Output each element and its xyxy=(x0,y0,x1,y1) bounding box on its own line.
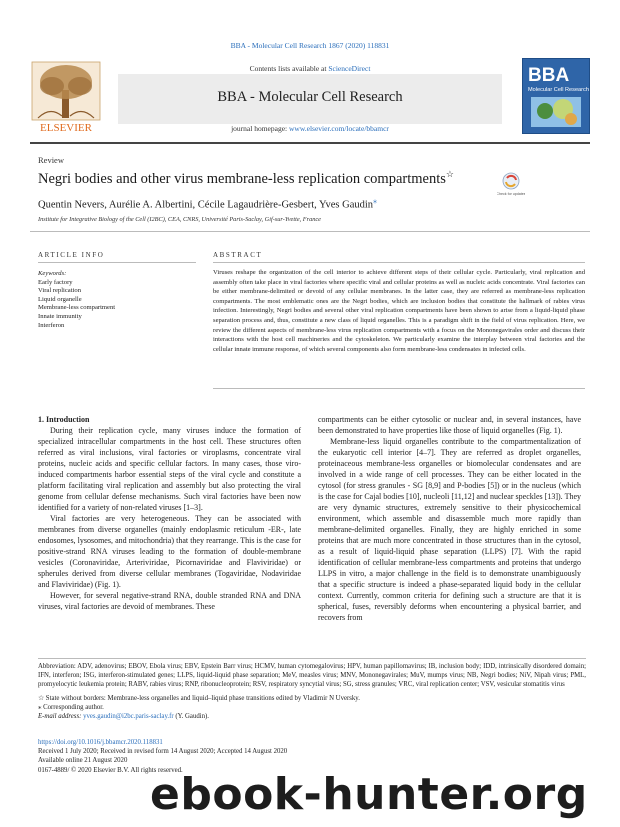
author-list: Quentin Nevers, Aurélie A. Albertini, Cécile Lagaudrière-Gesbert, Yves Gaudin⁎ xyxy=(38,196,378,211)
keyword: Viral replication xyxy=(38,287,81,295)
received-dates: Received 1 July 2020; Received in revised form 14 August 2020; Accepted 14 August 2020 xyxy=(38,748,288,756)
contents-line: Contents lists available at ScienceDirect xyxy=(249,64,371,73)
check-updates-icon xyxy=(497,171,525,201)
body-paragraph: During their replication cycle, many viruses induce the formation of specialized intracellular compartments in the host cell. These structures often referred as viral inclusions, viral factories or viroplasms, concentrate viral proteins, nucleic acids and specific cellular factors. In many cases, those viro-induced compartments harbor essential steps of the viral cycle and constitute a platform facilitating viral replication and assembly but also protecting the viral genome from cellular defense mechanisms. Such viral factories have been now identified for a variety of non-related viruses [1–3]. xyxy=(38,426,301,512)
article-info-heading: ARTICLE INFO xyxy=(38,251,105,259)
check-for-updates-badge[interactable] xyxy=(497,171,525,201)
title-footnote-mark[interactable]: ☆ xyxy=(445,169,454,179)
abstract-rule xyxy=(213,262,585,263)
abstract-bottom-rule xyxy=(213,388,585,389)
elsevier-logo xyxy=(30,60,102,134)
body-paragraph: Membrane-less liquid organelles contribute to the compartmentalization of the eukaryotic cell interior [4–7]. They are referred as droplet organelles, proteinaceous membrane-less organelles or biomolecular condensates and are involved in a wide range of cell processes. They can be either located in the cytosol (for stress granules - SG [8,9] and P-bodies [5]) or in the nucleus (which is the case for Cajal bodies [10], nucleoli [11,12] and nuclear speckles [13]). They are very dynamic structures, extremely sensitive to their physicochemical environment, which assemble and disassemble much more rapidly than membrane-delimited organelles. Finally, they are highly enriched in some proteins that are much more concentrated in those structures than in the cytosol, as a result of liquid-liquid phase separation (LLPS) [7]. With the rapid identification of cellular membrane-less compartments and proteins that undergo LLPS in vitro, a major challenge in the field is to demonstrate unambiguously that a specific structure is indeed a phase-separated liquid body in the cellular context. Currently, common criteria for defining such a structure are that it is spherical, fuses, reversibly deforms when encountering a physical barrier, and recovers from xyxy=(318,437,581,622)
header-rule xyxy=(30,142,590,144)
footnote-rule xyxy=(38,658,586,659)
doi-link[interactable]: https://doi.org/10.1016/j.bbamcr.2020.118831 xyxy=(38,739,163,746)
keyword: Liquid organelle xyxy=(38,295,82,303)
article-type: Review xyxy=(38,155,64,165)
watermark: ebook-hunter.org xyxy=(150,769,588,820)
body-column-right xyxy=(318,414,581,623)
keyword: Early factory xyxy=(38,278,73,286)
copyright: 0167-4889/ © 2020 Elsevier B.V. All rights reserved. xyxy=(38,766,183,774)
update-badge-text: Check for updates xyxy=(497,192,525,196)
sciencedirect-link[interactable]: ScienceDirect xyxy=(328,64,371,73)
abbreviation-footnote: Abbreviation: ADV, adenovirus; EBOV, Ebola virus; EBV, Epstein Barr virus; HCMV, human cytomegalovirus; HPV, human papillomavirus; IB, inclusion body; IDD, intrinsically disordered domain; IFN, interferon; ISG, interferon-stimulated genes; LLPS, liquid-liquid phase separation; MeV, measles virus; MNV, Mononegavirales; MuV, mumps virus; NB, Negri bodies; NiV, Nipah virus; PML, promyelocytic leukemia protein; RABV, rabies virus; RNP, ribonucleoprotein; RSV, respiratory syncytial virus; SG, stress granules; VRC, viral replication center; VSV, vesicular stomatitis virus xyxy=(38,663,586,689)
cover-title: BBA xyxy=(528,65,570,86)
email-footnote: E-mail address: yves.gaudin@i2bc.paris-saclay.fr (Y. Gaudin). xyxy=(38,713,209,721)
homepage-link[interactable]: www.elsevier.com/locate/bbamcr xyxy=(289,124,389,133)
abstract-text: Viruses reshape the organization of the cell interior to achieve different steps of their cellular cycle. Particularly, viral replication and assembly often take place in viral factories where specific viral and cellular proteins as well as nucleic acids concentrate. Viral factories can be either membrane-delimited or devoid of any cellular membranes. In the latter case, they are referred as membrane-less replication compartments. The most emblematic ones are the Negri bodies, which are inclusion bodies that constitute the hallmark of rabies virus infection. Interestingly, Negri bodies and several other viral replication compartments have been shown to arise from a liquid-liquid phase separation process and, thus, constitute a new class of liquid organelles. This is a paradigm shift in the field of virus replication. Here, we review the different aspects of membrane-less virus replication compartments with a focus on the Mononegavirales order and discuss their interactions with the host cell machineries and the cytoskeleton. We particularly examine the interplay between viral factories and the cellular innate immune response, of which several components also form membrane-less condensates in infected cells. xyxy=(213,269,585,353)
keyword: Innate immunity xyxy=(38,312,82,320)
affiliation: Institute for Integrative Biology of the Cell (I2BC), CEA, CNRS, Université Paris-Saclay, Gif-sur-Yvette, France xyxy=(38,216,321,223)
keyword: Interferon xyxy=(38,321,65,329)
article-info-rule xyxy=(38,262,196,263)
journal-cover xyxy=(522,58,590,134)
star-footnote: ☆ State without borders: Membrane-less organelles and liquid–liquid phase transitions edited by Vladimir N Uversky. xyxy=(38,694,360,702)
abstract-heading: ABSTRACT xyxy=(213,251,263,259)
keyword: Membrane-less compartment xyxy=(38,304,116,312)
journal-name: BBA - Molecular Cell Research xyxy=(217,89,403,105)
section-heading: 1. Introduction xyxy=(38,415,90,424)
cover-subtitle: Molecular Cell Research xyxy=(528,87,589,93)
corresponding-footnote: ⁎ Corresponding author. xyxy=(38,703,104,711)
online-date: Available online 21 August 2020 xyxy=(38,757,128,765)
keywords-title: Keywords: xyxy=(38,270,67,277)
email-link[interactable]: yves.gaudin@i2bc.paris-saclay.fr xyxy=(83,713,174,721)
publisher-logo-text: ELSEVIER xyxy=(40,122,92,134)
affiliation-rule xyxy=(30,231,590,232)
elsevier-tree-icon xyxy=(30,60,102,134)
keywords-block xyxy=(38,270,198,330)
body-paragraph: However, for several negative-strand RNA, double stranded RNA and DNA viruses, viral factories are devoid of membranes. These xyxy=(38,591,301,611)
article-title: Negri bodies and other virus membrane-less replication compartments☆ xyxy=(38,169,454,187)
journal-homepage: journal homepage: www.elsevier.com/locate/bbamcr xyxy=(231,124,389,133)
body-column-left xyxy=(38,414,301,612)
journal-citation[interactable]: BBA - Molecular Cell Research 1867 (2020) 118831 xyxy=(230,41,390,50)
corresponding-author-mark[interactable]: ⁎ xyxy=(373,196,378,205)
body-paragraph: compartments can be either cytosolic or nuclear and, in several instances, have been demonstrated to have properties like those of liquid organelles (Fig. 1). xyxy=(318,415,581,435)
body-paragraph: Viral factories are very heterogeneous. They can be associated with membranes from diverse organelles (mainly endoplasmic reticulum -ER-, late endosomes, lysosomes, and mitochondria) that they rearrange. This is the case for positive-strand RNA viruses leading to the formation of double-membrane vesicles (Coronaviridae, Arteriviridae, Picornaviridae and Flaviviridae) or spherules derived from diverse cellular membranes (Togaviridae, Nodaviridae and Flaviviridae) (Fig. 1). xyxy=(38,514,301,589)
footnotes xyxy=(38,662,586,721)
